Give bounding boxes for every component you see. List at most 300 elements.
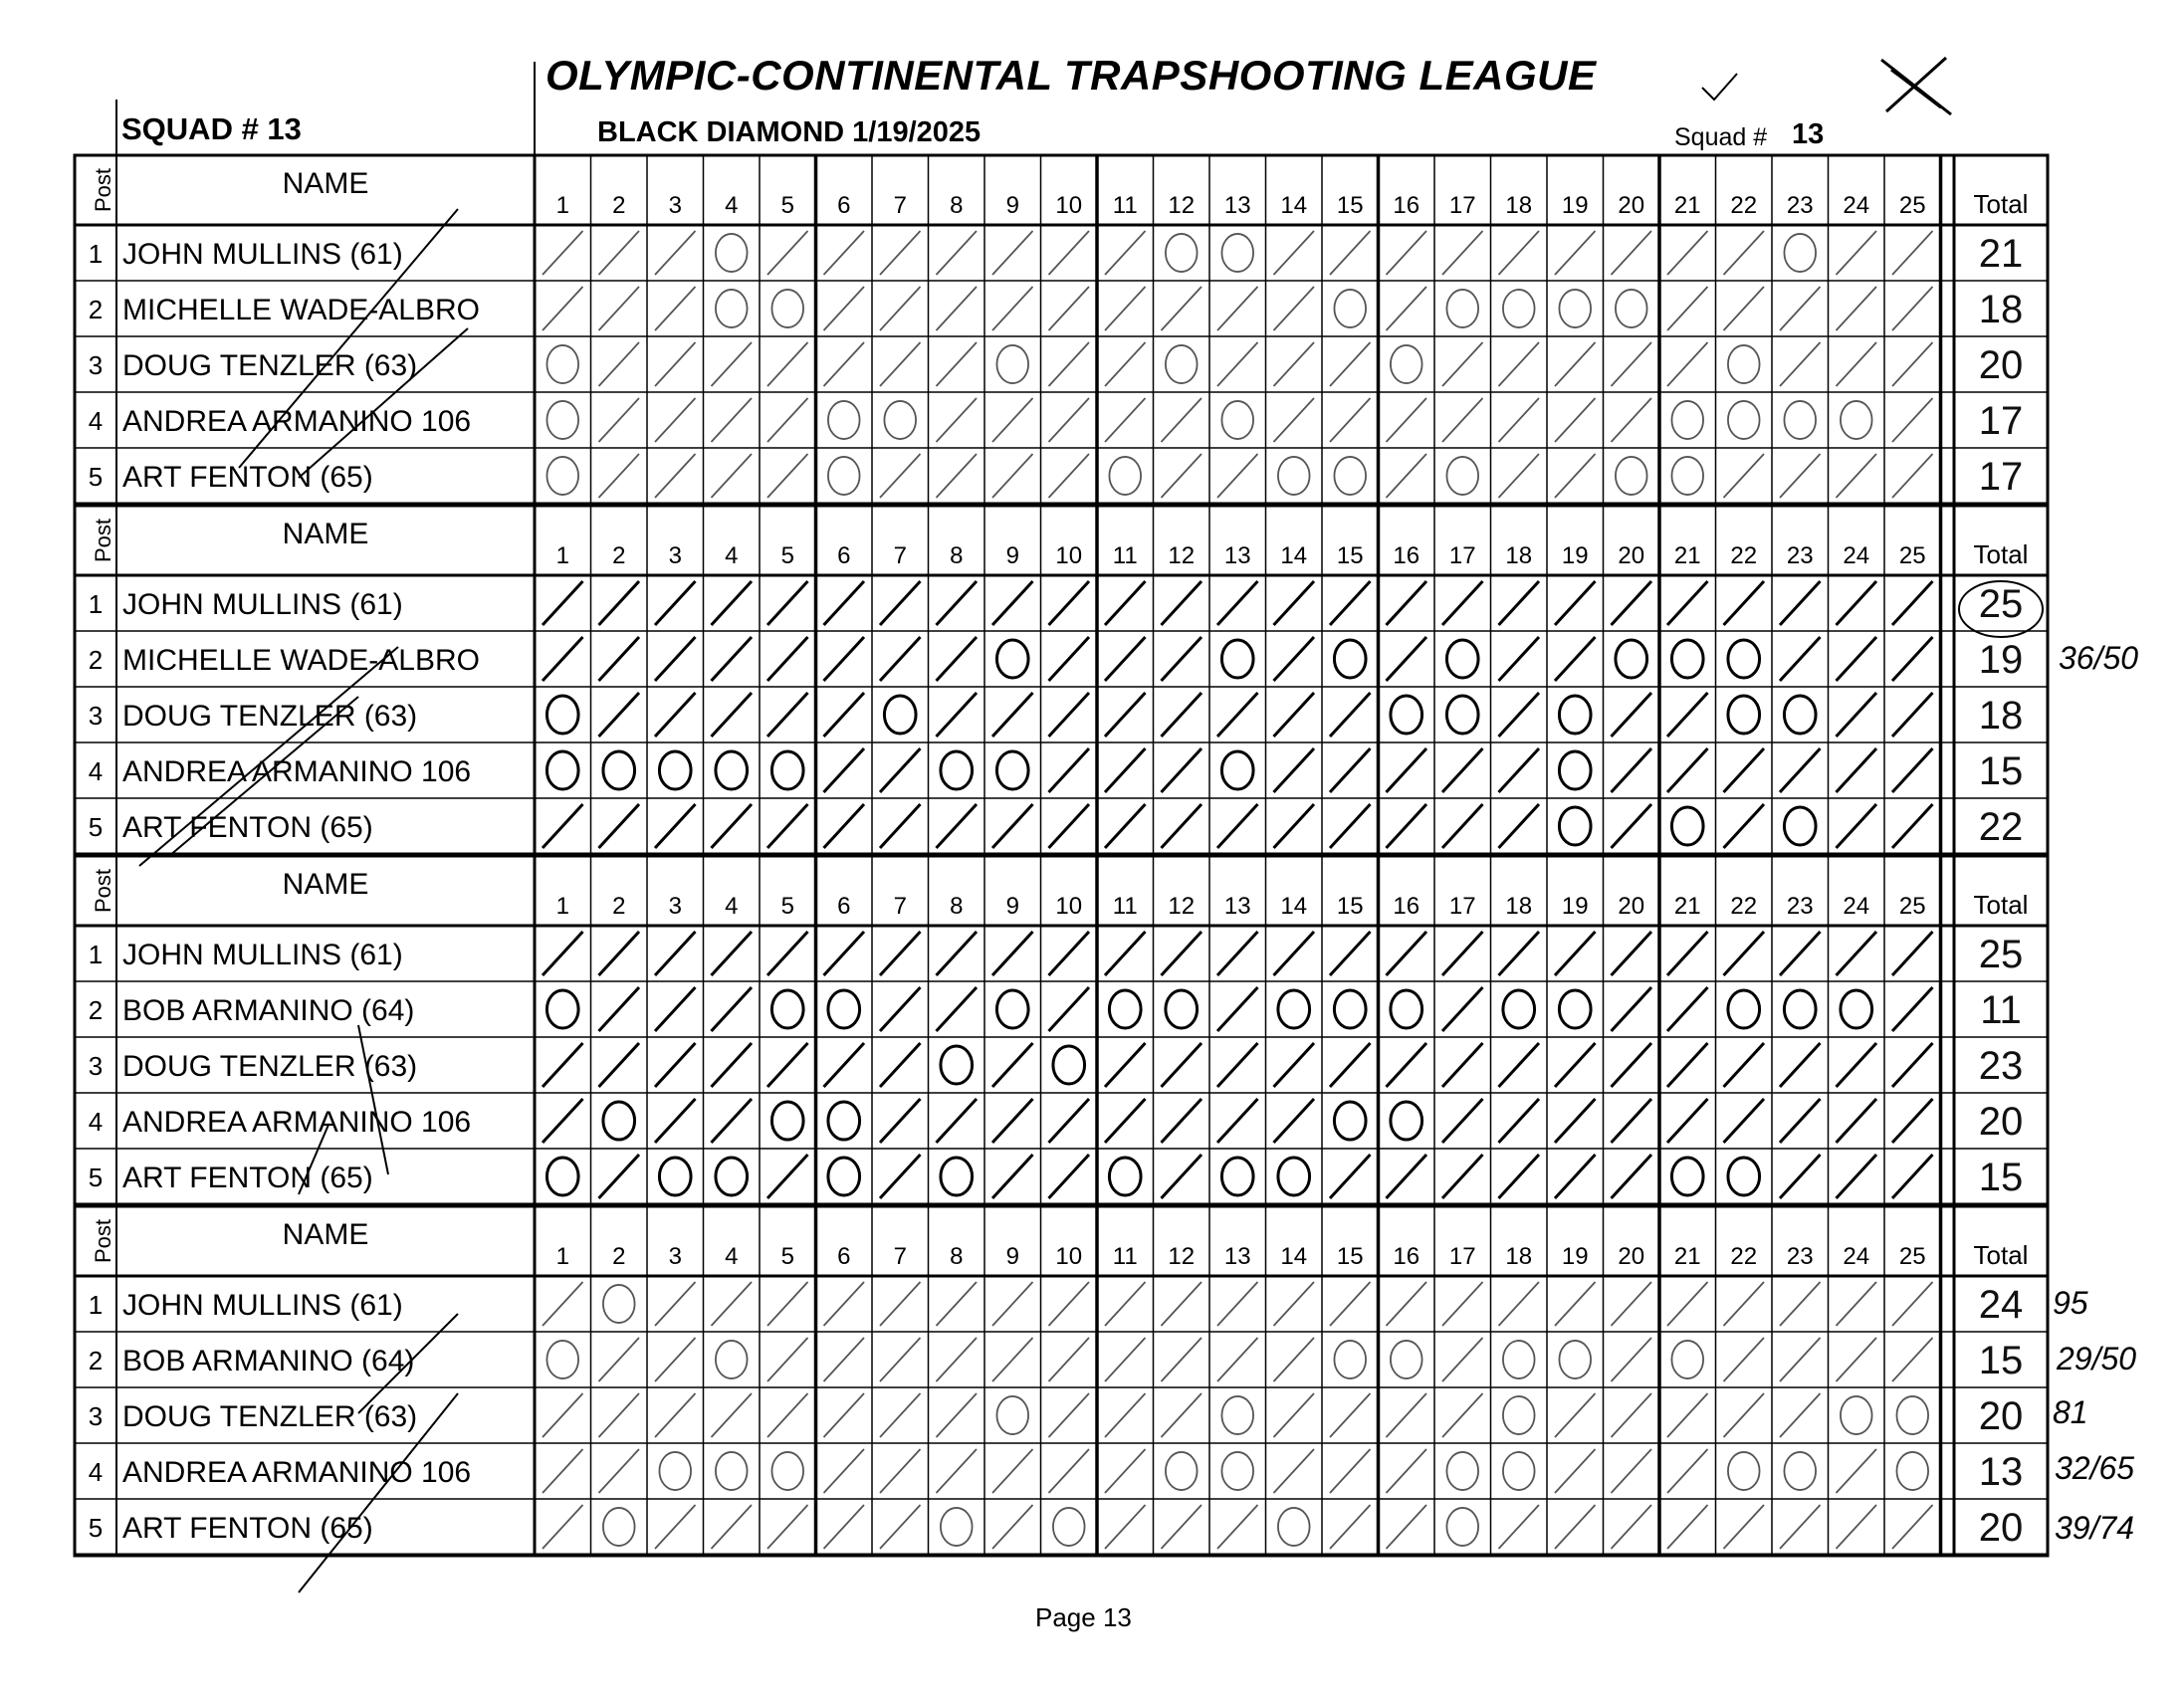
hit-mark — [655, 454, 696, 498]
hit-mark — [1667, 287, 1708, 330]
miss-mark — [603, 751, 635, 789]
miss-mark — [1559, 696, 1591, 734]
station-number: 10 — [1055, 542, 1083, 569]
hit-mark — [1049, 932, 1090, 975]
station-number: 7 — [893, 192, 907, 219]
hit-mark — [1162, 1338, 1202, 1381]
miss-mark — [1728, 401, 1760, 439]
hit-mark — [992, 581, 1033, 625]
hit-mark — [1837, 1099, 1877, 1143]
hit-mark — [1274, 342, 1315, 386]
miss-mark — [771, 1102, 803, 1140]
station-number: 8 — [950, 1243, 964, 1270]
hit-mark — [1555, 1282, 1596, 1326]
hit-mark — [1442, 231, 1483, 275]
hit-mark — [1499, 1505, 1540, 1549]
hit-mark — [1555, 932, 1596, 975]
miss-mark — [1671, 1158, 1703, 1195]
miss-mark — [1446, 1508, 1478, 1546]
miss-mark — [603, 1285, 635, 1323]
miss-mark — [828, 1102, 860, 1140]
hit-mark — [1442, 932, 1483, 975]
hit-mark — [824, 1449, 865, 1493]
hit-mark — [1442, 1338, 1483, 1381]
hit-mark — [1837, 287, 1877, 330]
miss-mark — [1109, 990, 1141, 1028]
hit-mark — [1217, 1338, 1258, 1381]
hit-mark — [824, 637, 865, 681]
hit-mark — [992, 1155, 1033, 1198]
hit-mark — [1217, 1099, 1258, 1143]
station-number: 6 — [837, 192, 851, 219]
station-number: 20 — [1618, 192, 1645, 219]
hit-mark — [937, 231, 978, 275]
miss-mark — [716, 234, 748, 272]
hit-mark — [992, 1449, 1033, 1493]
hit-mark — [1049, 1099, 1090, 1143]
station-number: 13 — [1223, 192, 1251, 219]
miss-mark — [1166, 990, 1198, 1028]
station-number: 23 — [1786, 542, 1814, 569]
hit-mark — [1892, 454, 1933, 498]
hit-mark — [767, 693, 808, 737]
shooter-total: 19 — [1978, 638, 2024, 682]
hit-mark — [1330, 1449, 1371, 1493]
miss-mark — [1728, 696, 1760, 734]
shooter-total: 17 — [1978, 455, 2024, 499]
hit-mark — [1780, 1393, 1821, 1437]
station-number: 2 — [612, 1243, 626, 1270]
hit-mark — [880, 1099, 921, 1143]
station-number: 13 — [1223, 542, 1251, 569]
station-number: 22 — [1730, 893, 1758, 920]
hit-mark — [1330, 581, 1371, 625]
station-number: 4 — [725, 893, 739, 920]
miss-mark — [1334, 1341, 1366, 1378]
hit-mark — [1667, 231, 1708, 275]
station-number: 8 — [950, 542, 964, 569]
hit-mark — [599, 581, 640, 625]
shooter-total: 20 — [1978, 1506, 2024, 1550]
hit-mark — [1162, 1505, 1202, 1549]
shooter-name: JOHN MULLINS (61) — [122, 238, 403, 271]
miss-mark — [1278, 1158, 1310, 1195]
shooter-total: 15 — [1978, 749, 2024, 793]
miss-mark — [828, 401, 860, 439]
shooter-name: JOHN MULLINS (61) — [122, 939, 403, 971]
miss-mark — [603, 1102, 635, 1140]
hit-mark — [1387, 932, 1427, 975]
post-number: 2 — [88, 645, 104, 675]
hit-mark — [655, 342, 696, 386]
hit-mark — [824, 342, 865, 386]
hit-mark — [880, 987, 921, 1031]
station-number: 17 — [1448, 893, 1476, 920]
shooter-name: ART FENTON (65) — [122, 1512, 373, 1545]
miss-mark — [1616, 457, 1647, 495]
hit-mark — [1724, 1338, 1765, 1381]
miss-mark — [1728, 1158, 1760, 1195]
hit-mark — [1780, 932, 1821, 975]
miss-mark — [1221, 640, 1253, 678]
name-header: NAME — [282, 868, 369, 901]
shooter-total: 18 — [1978, 694, 2024, 738]
station-number: 15 — [1336, 542, 1364, 569]
shooter-name: MICHELLE WADE-ALBRO — [122, 644, 480, 677]
shooter-name: BOB ARMANINO (64) — [122, 994, 415, 1027]
hit-mark — [1274, 1338, 1315, 1381]
hit-mark — [1780, 1338, 1821, 1381]
hit-mark — [1274, 1449, 1315, 1493]
miss-mark — [716, 1158, 748, 1195]
hit-mark — [1837, 454, 1877, 498]
hit-mark — [1387, 1505, 1427, 1549]
shooter-name: ANDREA ARMANINO 106 — [122, 755, 472, 788]
hit-mark — [1612, 932, 1652, 975]
hit-mark — [1555, 398, 1596, 442]
shooter-total: 23 — [1978, 1044, 2024, 1088]
hit-mark — [937, 1282, 978, 1326]
hit-mark — [1387, 1043, 1427, 1087]
hit-mark — [1442, 804, 1483, 848]
hit-mark — [655, 1282, 696, 1326]
station-number: 17 — [1448, 542, 1476, 569]
hit-mark — [992, 1338, 1033, 1381]
miss-mark — [828, 1158, 860, 1195]
shooter-name: DOUG TENZLER (63) — [122, 1050, 418, 1083]
hit-mark — [992, 454, 1033, 498]
margin-note: 95 — [2053, 1285, 2088, 1321]
hit-mark — [1330, 1043, 1371, 1087]
miss-mark — [1221, 1396, 1253, 1434]
miss-mark — [1728, 1452, 1760, 1490]
hit-mark — [1499, 1099, 1540, 1143]
hit-mark — [1105, 1338, 1146, 1381]
miss-mark — [1221, 234, 1253, 272]
hit-mark — [1105, 1449, 1146, 1493]
shooter-total: 24 — [1978, 1283, 2024, 1327]
hit-mark — [1612, 804, 1652, 848]
hit-mark — [1612, 748, 1652, 792]
station-number: 6 — [837, 542, 851, 569]
hit-mark — [1162, 932, 1202, 975]
hit-mark — [1330, 398, 1371, 442]
hit-mark — [712, 1393, 753, 1437]
page-number: Page 13 — [1035, 1602, 1132, 1632]
miss-mark — [1784, 401, 1816, 439]
hit-mark — [1780, 581, 1821, 625]
shooter-name: JOHN MULLINS (61) — [122, 1289, 403, 1322]
hit-mark — [824, 1338, 865, 1381]
miss-mark — [1503, 990, 1535, 1028]
miss-mark — [1221, 751, 1253, 789]
miss-mark — [1841, 990, 1872, 1028]
miss-mark — [1896, 1396, 1928, 1434]
hit-mark — [1724, 231, 1765, 275]
hit-mark — [767, 398, 808, 442]
hit-mark — [1837, 1449, 1877, 1493]
hit-mark — [655, 987, 696, 1031]
hit-mark — [655, 693, 696, 737]
miss-mark — [941, 1046, 973, 1084]
hit-mark — [1724, 748, 1765, 792]
miss-mark — [546, 990, 578, 1028]
hit-mark — [1555, 1393, 1596, 1437]
post-number: 1 — [88, 239, 104, 269]
hit-mark — [1612, 1449, 1652, 1493]
hit-mark — [1724, 581, 1765, 625]
hit-mark — [1555, 1155, 1596, 1198]
hit-mark — [1667, 1505, 1708, 1549]
miss-mark — [941, 1508, 973, 1546]
miss-mark — [546, 457, 578, 495]
hit-mark — [992, 398, 1033, 442]
hit-mark — [767, 637, 808, 681]
miss-mark — [1446, 696, 1478, 734]
hit-mark — [1442, 342, 1483, 386]
hit-mark — [767, 1338, 808, 1381]
miss-mark — [1391, 1341, 1422, 1378]
hit-mark — [1330, 1282, 1371, 1326]
miss-mark — [546, 696, 578, 734]
hit-mark — [599, 637, 640, 681]
hit-mark — [712, 987, 753, 1031]
hit-mark — [1499, 637, 1540, 681]
miss-mark — [659, 1158, 691, 1195]
hit-mark — [599, 1043, 640, 1087]
squad-number-label: Squad # — [1674, 123, 1768, 151]
miss-mark — [1728, 990, 1760, 1028]
post-number: 1 — [88, 589, 104, 619]
miss-mark — [1446, 290, 1478, 327]
station-number: 4 — [725, 542, 739, 569]
hit-mark — [712, 804, 753, 848]
hit-mark — [1555, 1099, 1596, 1143]
hit-mark — [1667, 1449, 1708, 1493]
miss-mark — [996, 345, 1028, 383]
station-number: 20 — [1618, 1243, 1645, 1270]
miss-mark — [1391, 345, 1422, 383]
miss-mark — [1109, 457, 1141, 495]
station-number: 1 — [555, 192, 569, 219]
hit-mark — [1780, 1099, 1821, 1143]
hit-mark — [1837, 581, 1877, 625]
hit-mark — [1837, 748, 1877, 792]
station-number: 3 — [668, 893, 682, 920]
hit-mark — [1387, 1155, 1427, 1198]
miss-mark — [1278, 457, 1310, 495]
hit-mark — [1780, 748, 1821, 792]
hit-mark — [1330, 932, 1371, 975]
hit-mark — [1049, 637, 1090, 681]
hit-mark — [1724, 1505, 1765, 1549]
hit-mark — [992, 932, 1033, 975]
station-number: 15 — [1336, 1243, 1364, 1270]
cross-mark-icon — [1881, 58, 1951, 114]
hit-mark — [1667, 1282, 1708, 1326]
hit-mark — [1892, 637, 1933, 681]
hit-mark — [1667, 987, 1708, 1031]
hit-mark — [824, 693, 865, 737]
hit-mark — [1724, 287, 1765, 330]
hit-mark — [712, 454, 753, 498]
station-number: 18 — [1505, 1243, 1533, 1270]
station-number: 7 — [893, 1243, 907, 1270]
hit-mark — [1162, 1155, 1202, 1198]
hit-mark — [1162, 804, 1202, 848]
station-number: 14 — [1280, 542, 1308, 569]
miss-mark — [884, 401, 916, 439]
hit-mark — [1667, 1099, 1708, 1143]
miss-mark — [1503, 1452, 1535, 1490]
shooter-name: ANDREA ARMANINO 106 — [122, 1456, 472, 1489]
hit-mark — [880, 287, 921, 330]
hit-mark — [1387, 1282, 1427, 1326]
check-mark-icon — [1702, 74, 1737, 100]
hit-mark — [1442, 987, 1483, 1031]
post-number: 5 — [88, 1163, 104, 1192]
station-number: 16 — [1393, 192, 1420, 219]
shooter-name: BOB ARMANINO (64) — [122, 1345, 415, 1377]
name-header: NAME — [282, 518, 369, 550]
station-number: 3 — [668, 192, 682, 219]
hit-mark — [1612, 1393, 1652, 1437]
hit-mark — [1162, 287, 1202, 330]
hit-mark — [599, 932, 640, 975]
hit-mark — [712, 1099, 753, 1143]
hit-mark — [1049, 454, 1090, 498]
hit-mark — [824, 932, 865, 975]
miss-mark — [1559, 1341, 1591, 1378]
hit-mark — [1612, 342, 1652, 386]
station-number: 23 — [1786, 1243, 1814, 1270]
miss-mark — [716, 1341, 748, 1378]
hit-mark — [880, 1043, 921, 1087]
station-number: 10 — [1055, 192, 1083, 219]
hit-mark — [937, 637, 978, 681]
station-number: 2 — [612, 542, 626, 569]
hit-mark — [1162, 1393, 1202, 1437]
hit-mark — [1217, 454, 1258, 498]
hit-mark — [1555, 1449, 1596, 1493]
hit-mark — [1442, 581, 1483, 625]
station-number: 11 — [1112, 1243, 1138, 1270]
miss-mark — [771, 290, 803, 327]
station-number: 2 — [612, 192, 626, 219]
post-number: 5 — [88, 812, 104, 842]
hit-mark — [543, 637, 583, 681]
hit-mark — [1780, 637, 1821, 681]
hit-mark — [1162, 637, 1202, 681]
miss-mark — [1841, 1396, 1872, 1434]
hit-mark — [767, 454, 808, 498]
hit-mark — [1049, 581, 1090, 625]
hit-mark — [937, 398, 978, 442]
hit-mark — [1612, 1155, 1652, 1198]
hit-mark — [992, 1282, 1033, 1326]
total-header: Total — [1973, 539, 2029, 569]
station-number: 3 — [668, 542, 682, 569]
hit-mark — [1555, 1505, 1596, 1549]
shooter-name: DOUG TENZLER (63) — [122, 1400, 418, 1433]
hit-mark — [767, 231, 808, 275]
hit-mark — [937, 987, 978, 1031]
hit-mark — [1217, 932, 1258, 975]
station-number: 17 — [1448, 1243, 1476, 1270]
station-number: 10 — [1055, 1243, 1083, 1270]
hit-mark — [1499, 932, 1540, 975]
station-number: 14 — [1280, 192, 1308, 219]
hit-mark — [1274, 1099, 1315, 1143]
hit-mark — [599, 987, 640, 1031]
miss-mark — [1559, 807, 1591, 845]
miss-mark — [1053, 1508, 1085, 1546]
station-number: 21 — [1673, 1243, 1701, 1270]
miss-mark — [1896, 1452, 1928, 1490]
hit-mark — [1387, 398, 1427, 442]
miss-mark — [1391, 990, 1422, 1028]
miss-mark — [546, 1158, 578, 1195]
miss-mark — [1166, 234, 1198, 272]
hit-mark — [1049, 287, 1090, 330]
hit-mark — [1780, 1043, 1821, 1087]
hit-mark — [1387, 1393, 1427, 1437]
shooter-name: DOUG TENZLER (63) — [122, 349, 418, 382]
post-number: 3 — [88, 350, 104, 380]
hit-mark — [1499, 1155, 1540, 1198]
hit-mark — [824, 581, 865, 625]
miss-mark — [1334, 640, 1366, 678]
station-number: 22 — [1730, 192, 1758, 219]
hit-mark — [543, 1282, 583, 1326]
miss-mark — [1391, 696, 1422, 734]
hit-mark — [1892, 1099, 1933, 1143]
hit-mark — [1330, 804, 1371, 848]
hit-mark — [655, 637, 696, 681]
shooter-total: 17 — [1978, 399, 2024, 443]
post-label: Post — [90, 518, 115, 563]
miss-mark — [1671, 401, 1703, 439]
hit-mark — [767, 342, 808, 386]
station-number: 5 — [780, 542, 794, 569]
hit-mark — [1837, 1505, 1877, 1549]
station-number: 9 — [1005, 192, 1019, 219]
hit-mark — [1892, 693, 1933, 737]
station-number: 22 — [1730, 1243, 1758, 1270]
station-number: 5 — [780, 893, 794, 920]
hit-mark — [1105, 342, 1146, 386]
station-number: 9 — [1005, 893, 1019, 920]
hit-mark — [1612, 987, 1652, 1031]
station-number: 13 — [1223, 1243, 1251, 1270]
hit-mark — [543, 581, 583, 625]
shooter-total: 20 — [1978, 1100, 2024, 1144]
station-number: 11 — [1112, 192, 1138, 219]
station-number: 12 — [1168, 893, 1196, 920]
hit-mark — [1837, 1282, 1877, 1326]
hit-mark — [1387, 748, 1427, 792]
hit-mark — [1274, 231, 1315, 275]
miss-mark — [603, 1508, 635, 1546]
hit-mark — [880, 1338, 921, 1381]
hit-mark — [1837, 804, 1877, 848]
hit-mark — [1555, 231, 1596, 275]
hit-mark — [992, 231, 1033, 275]
shooter-total: 25 — [1978, 582, 2024, 626]
margin-note: 81 — [2053, 1394, 2088, 1430]
hit-mark — [767, 1155, 808, 1198]
hit-mark — [1555, 637, 1596, 681]
